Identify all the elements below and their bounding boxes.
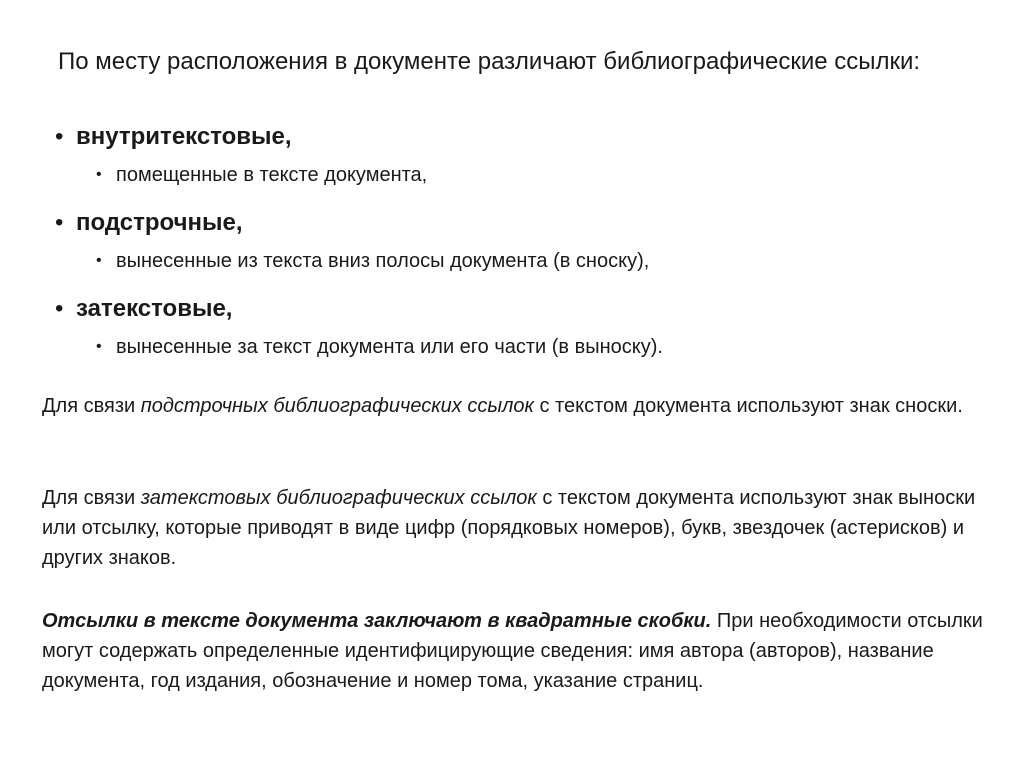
paragraph-endnote-sign: [42, 483, 1002, 573]
bullet-intratextual: [52, 122, 992, 152]
bullet-term: внутритекстовые,: [76, 123, 292, 150]
paragraph-text: с текстом документа используют знак выноски или отсылку, которые приводят в виде цифр (порядковых номеров), букв, звездочек (астерисков) и других знаков.: [42, 487, 976, 569]
bullet-term: подстрочные,: [76, 209, 243, 236]
bullet-dot-icon: •: [55, 295, 64, 322]
sub-bullet-text: вынесенные за текст документа или его части (в выноску).: [116, 336, 663, 358]
sub-bullet-dot-icon: •: [96, 166, 102, 183]
sub-bullet-dot-icon: •: [96, 252, 102, 269]
paragraph-italic-text: подстрочных библиографических ссылок: [140, 395, 534, 417]
bullet-dot-icon: •: [55, 209, 64, 236]
intro-text: По месту расположения в документе различают библиографические ссылки:: [58, 48, 921, 75]
sub-bullet-endnote: [52, 334, 992, 360]
paragraph-footnote-sign: [42, 391, 1002, 421]
bullet-footnote: [52, 208, 992, 238]
bullet-endnote: [52, 294, 992, 324]
paragraph-text: с текстом документа используют знак сноски.: [533, 395, 963, 417]
paragraph-text: При необходимости отсылки могут содержать определенные идентифицирующие сведения: имя автора (авторов), название документа, год издания, обозначение и номер тома, указание страниц.: [42, 610, 983, 692]
paragraph-italic-text: затекстовых библиографических ссылок: [140, 487, 537, 509]
paragraph-text: Для связи: [42, 487, 141, 509]
paragraph-brackets: [42, 606, 1002, 696]
paragraph-text: Для связи: [42, 395, 141, 417]
bullet-term: затекстовые,: [76, 295, 233, 322]
sub-bullet-dot-icon: •: [96, 338, 102, 355]
paragraph-bold-italic-text: Отсылки в тексте документа заключают в квадратные скобки.: [42, 610, 712, 632]
reference-types-list: [52, 122, 992, 380]
sub-bullet-text: помещенные в тексте документа,: [116, 164, 428, 186]
sub-bullet-text: вынесенные из текста вниз полосы документа (в сноску),: [116, 250, 650, 272]
sub-bullet-intratextual: [52, 162, 992, 188]
sub-bullet-footnote: [52, 248, 992, 274]
bullet-dot-icon: •: [55, 123, 64, 150]
